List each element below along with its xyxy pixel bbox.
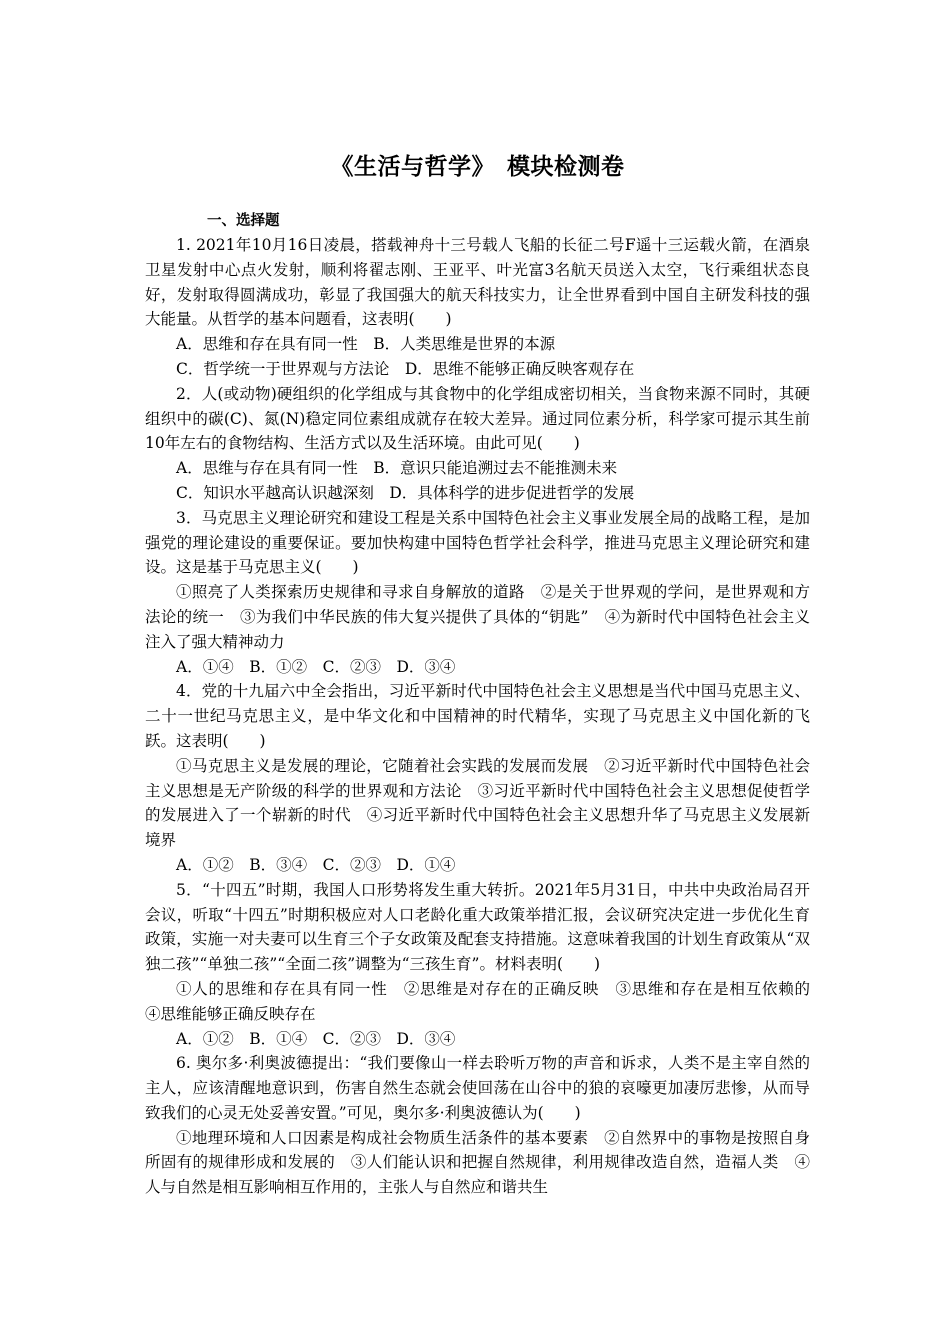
question-stem: 4．党的十九届六中全会指出，习近平新时代中国特色社会主义思想是当代中国马克思主义、二十一世纪马克思主义，是中华文化和中国精神的时代精华，实现了马克思主义中国化新的飞跃。这表明( )	[145, 682, 810, 750]
question-3	[145, 506, 810, 680]
question-6	[145, 1051, 810, 1200]
question-stem: 1. 2021年10月16日凌晨，搭载神舟十三号载人飞船的长征二号F遥十三运载火箭，在酒泉卫星发射中心点火发射，顺利将翟志刚、王亚平、叶光富3名航天员送入太空，飞行乘组状态良好，发射取得圆满成功，彰显了我国强大的航天科技实力，让全世界看到中国自主研发科技的强大能量。从哲学的基本问题看，这表明( )	[145, 236, 810, 329]
question-2	[145, 382, 810, 506]
answer-options-line: C．知识水平越高认识越深刻 D．具体科学的进步促进哲学的发展	[176, 483, 635, 502]
answer-options-line: A．思维和存在具有同一性 B．人类思维是世界的本源	[176, 335, 556, 354]
question-stem: 3．马克思主义理论研究和建设工程是关系中国特色社会主义事业发展全局的战略工程，是加强党的理论建设的重要保证。要加快构建中国特色哲学社会科学，推进马克思主义理论研究和建设。这是基于马克思主义( )	[145, 508, 810, 577]
question-statements: ①马克思主义是发展的理论，它随着社会实践的发展而发展 ②习近平新时代中国特色社会主义思想是无产阶级的科学的世界观和方法论 ③习近平新时代中国特色社会主义思想促使哲学的发展进入了一个崭新的时代 ④习近平新时代中国特色社会主义思想升华了马克思主义发展新境界	[145, 756, 810, 850]
answer-options-line: A．①④ B．①② C．②③ D．③④	[176, 657, 456, 676]
question-5	[145, 878, 826, 1052]
answer-options-line: A．思维与存在具有同一性 B．意识只能追溯过去不能推测未来	[176, 459, 618, 478]
question-1	[145, 233, 810, 382]
question-statements: ①人的思维和存在具有同一性 ②思维是对存在的正确反映 ③思维和存在是相互依赖的 ④思维能够正确反映存在	[145, 979, 826, 1023]
question-stem: 6. 奥尔多·利奥波德提出：“我们要像山一样去聆听万物的声音和诉求，人类不是主宰自然的主人，应该清醒地意识到，伤害自然生态就会使回荡在山谷中的狼的哀嚎更加凄厉悲惨，从而导致我们的心灵无处妥善安置。”可见，奥尔多·利奥波德认为( )	[145, 1054, 810, 1122]
exam-page	[145, 150, 826, 1200]
answer-options-line: C．哲学统一于世界观与方法论 D．思维不能够正确反映客观存在	[176, 359, 635, 378]
answer-options-line: A．①② B．①④ C．②③ D．③④	[176, 1029, 456, 1048]
question-stem: 2．人(或动物)硬组织的化学组成与其食物中的化学组成密切相关，当食物来源不同时，其硬组织中的碳(C)、氮(N)稳定同位素组成就存在较大差异。通过同位素分析，科学家可提示其生前10年左右的食物结构、生活方式以及生活环境。由此可见( )	[145, 384, 810, 453]
question-statements: ①地理环境和人口因素是构成社会物质生活条件的基本要素 ②自然界中的事物是按照自身所固有的规律形成和发展的 ③人们能认识和把握自然规律，利用规律改造自然，造福人类 ④人与自然是相互影响相互作用的，主张人与自然应和谐共生	[145, 1128, 810, 1197]
section-heading: 一、选择题	[207, 212, 280, 229]
question-4	[145, 679, 810, 877]
page-title: 《生活与哲学》 模块检测卷	[330, 153, 625, 180]
question-statements: ①照亮了人类探索历史规律和寻求自身解放的道路 ②是关于世界观的学问，是世界观和方法论的统一 ③为我们中华民族的伟大复兴提供了具体的“钥匙” ④为新时代中国特色社会主义注入了强大精神动力	[145, 583, 810, 651]
question-stem: 5．“十四五”时期，我国人口形势将发生重大转折。2021年5月31日，中共中央政治局召开会议，听取“十四五”时期积极应对人口老龄化重大政策举措汇报，会议研究决定进一步优化生育政策，实施一对夫妻可以生育三个子女政策及配套支持措施。这意味着我国的计划生育政策从“双独二孩”“单独二孩”“全面二孩”调整为“三孩生育”。材料表明( )	[145, 880, 810, 974]
answer-options-line: A．①② B．③④ C．②③ D．①④	[176, 855, 456, 874]
